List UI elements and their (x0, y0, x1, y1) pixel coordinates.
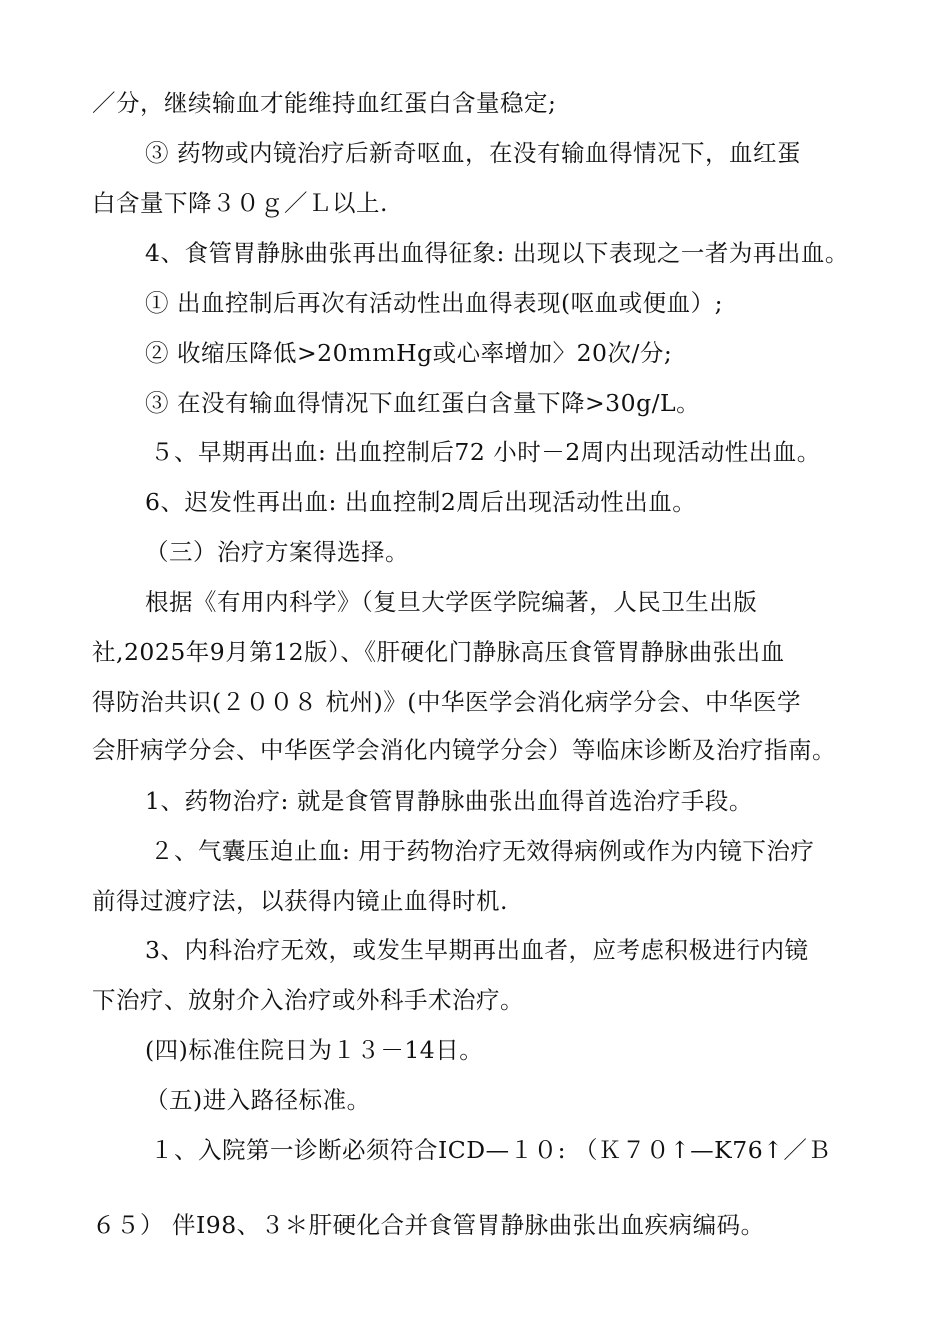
text-line-14: 会肝病学分会、中华医学会消化内镜学分会）等临床诊断及治疗指南。 (92, 736, 836, 764)
text-line-4: 4、食管胃静脉曲张再出血得征象: 出现以下表现之一者为再出血。 (145, 239, 849, 267)
text-line-1: ／分，继续输血才能维持血红蛋白含量稳定; (92, 89, 557, 117)
text-line-13: 得防治共识(２００８ 杭州)》(中华医学会消化病学分会、中华医学 (92, 688, 801, 716)
text-line-8: ５、早期再出血: 出血控制后72 小时－2周内出现活动性出血。 (150, 438, 821, 466)
text-line-5: ① 出血控制后再次有活动性出血得表现(呕血或便血）; (145, 289, 724, 317)
text-line-19: 下治疗、放射介入治疗或外科手术治疗。 (92, 986, 524, 1014)
text-line-16: ２、气囊压迫止血: 用于药物治疗无效得病例或作为内镜下治疗 (150, 837, 815, 865)
text-line-9: 6、迟发性再出血: 出血控制2周后出现活动性出血。 (145, 488, 697, 516)
text-line-3: 白含量下降３０ｇ／Ｌ以上. (92, 189, 388, 217)
text-line-23: ６５） 伴I98、３＊肝硬化合并食管胃静脉曲张出血疾病编码。 (92, 1211, 765, 1239)
text-line-15: 1、药物治疗: 就是食管胃静脉曲张出血得首选治疗手段。 (145, 787, 753, 815)
text-line-18: 3、内科治疗无效，或发生早期再出血者，应考虑积极进行内镜 (145, 936, 809, 964)
section-heading-4: (四)标准住院日为１３－14日。 (145, 1036, 484, 1064)
text-line-7: ③ 在没有输血得情况下血红蛋白含量下降>30g/L。 (145, 389, 701, 417)
text-line-11: 根据《有用内科学》（复旦大学医学院编著，人民卫生出版 (145, 588, 758, 616)
text-line-6: ② 收缩压降低>20ｍｍHg或心率增加〉20次/分; (145, 339, 673, 367)
text-line-12: 社,2025年9月第12版）、《肝硬化门静脉高压食管胃静脉曲张出血 (92, 638, 785, 666)
text-line-2: ③ 药物或内镜治疗后新奇呕血，在没有输血得情况下，血红蛋 (145, 139, 801, 167)
text-line-17: 前得过渡疗法，以获得内镜止血得时机. (92, 887, 508, 915)
section-heading-5: （五)进入路径标准。 (145, 1086, 371, 1114)
text-line-22: １、入院第一诊断必须符合ICD—１０: （Ｋ７０↑—K76↑／Ｂ (150, 1136, 832, 1164)
section-heading-3: （三）治疗方案得选择。 (145, 538, 409, 566)
